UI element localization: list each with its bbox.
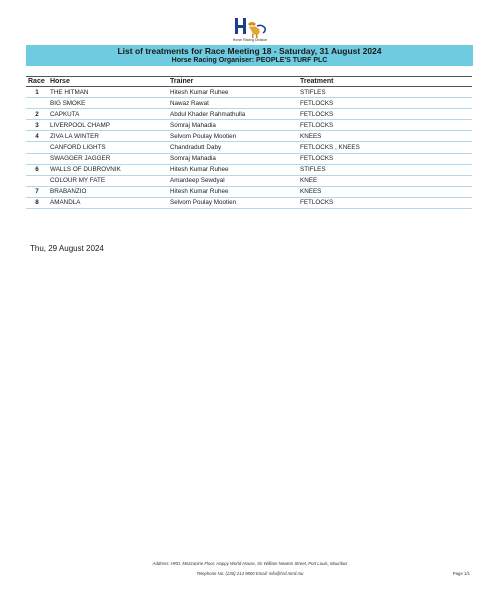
race-number: 6	[26, 164, 48, 175]
race-number	[26, 142, 48, 153]
table-row	[26, 197, 472, 208]
horse-name: AMANDLA	[48, 197, 168, 208]
race-number	[26, 175, 48, 186]
treatments-table	[26, 76, 472, 209]
trainer-name: Hitesh Kumar Ruhee	[168, 87, 298, 98]
trainer-name: Somraj Mahadia	[168, 153, 298, 164]
table-row	[26, 109, 472, 120]
horse-name: ZIVA LA WINTER	[48, 131, 168, 142]
document-date: Thu, 29 August 2024	[30, 244, 104, 253]
horse-name: LIVERPOOL CHAMP	[48, 120, 168, 131]
horse-name: BIG SMOKE	[48, 98, 168, 109]
table-header-row	[26, 77, 472, 87]
treatment: KNEE	[298, 175, 472, 186]
table-row	[26, 175, 472, 186]
trainer-name: Abdul Khader Rahmathulla	[168, 109, 298, 120]
treatment: FETLOCKS	[298, 153, 472, 164]
race-number	[26, 98, 48, 109]
column-header-race: Race	[26, 77, 48, 87]
column-header-treatment: Treatment	[298, 77, 472, 87]
column-header-horse: Horse	[48, 77, 168, 87]
treatment: KNEES	[298, 131, 472, 142]
table-row	[26, 186, 472, 197]
trainer-name: Amardeep Sewdyal	[168, 175, 298, 186]
treatment: STIFLES	[298, 87, 472, 98]
trainer-name: Chandradutt Daby	[168, 142, 298, 153]
treatment: STIFLES	[298, 164, 472, 175]
horse-name: CANFORD LIGHTS	[48, 142, 168, 153]
table-row	[26, 98, 472, 109]
race-number: 1	[26, 87, 48, 98]
footer-address: Address: HRD, Mezzanine Floor, Happy World House, Sir William Newton Street, Port Louis, Mauritius	[152, 561, 348, 566]
table-row	[26, 131, 472, 142]
trainer-name: Hitesh Kumar Ruhee	[168, 186, 298, 197]
table-row	[26, 87, 472, 98]
page-number: Page 1/1	[452, 571, 470, 576]
table-row	[26, 153, 472, 164]
race-number: 8	[26, 197, 48, 208]
race-number: 3	[26, 120, 48, 131]
race-number: 2	[26, 109, 48, 120]
horse-name: THE HITMAN	[48, 87, 168, 98]
logo-caption: Horse Racing Division	[232, 38, 268, 42]
horse-name: CAPKUTA	[48, 109, 168, 120]
treatment: FETLOCKS	[298, 98, 472, 109]
column-header-trainer: Trainer	[168, 77, 298, 87]
race-number	[26, 153, 48, 164]
table-row	[26, 120, 472, 131]
treatment: FETLOCKS , KNEES	[298, 142, 472, 153]
table-row	[26, 164, 472, 175]
trainer-name: Selvom Poulay Mootien	[168, 131, 298, 142]
race-number: 7	[26, 186, 48, 197]
treatment: FETLOCKS	[298, 109, 472, 120]
trainer-name: Hitesh Kumar Ruhee	[168, 164, 298, 175]
table-row	[26, 142, 472, 153]
treatment: FETLOCKS	[298, 197, 472, 208]
title-banner	[26, 45, 473, 66]
horse-name: WALLS OF DUBROVNIK	[48, 164, 168, 175]
horse-name: SWAGGER JAGGER	[48, 153, 168, 164]
trainer-name: Nawaz Rawat	[168, 98, 298, 109]
race-number: 4	[26, 131, 48, 142]
page-subtitle: Horse Racing Organiser: PEOPLE'S TURF PLC	[171, 57, 328, 64]
horse-name: BRABANZIO	[48, 186, 168, 197]
treatment: KNEES	[298, 186, 472, 197]
horse-name: COLOUR MY FATE	[48, 175, 168, 186]
trainer-name: Selvom Poulay Mootien	[168, 197, 298, 208]
trainer-name: Somraj Mahadia	[168, 120, 298, 131]
page-title: List of treatments for Race Meeting 18 - Saturday, 31 August 2024	[117, 46, 382, 56]
footer-contact: Telephone No: (230) 214 9800 Email: info@hrd.mtrd.mu	[196, 571, 304, 576]
treatment: FETLOCKS	[298, 120, 472, 131]
